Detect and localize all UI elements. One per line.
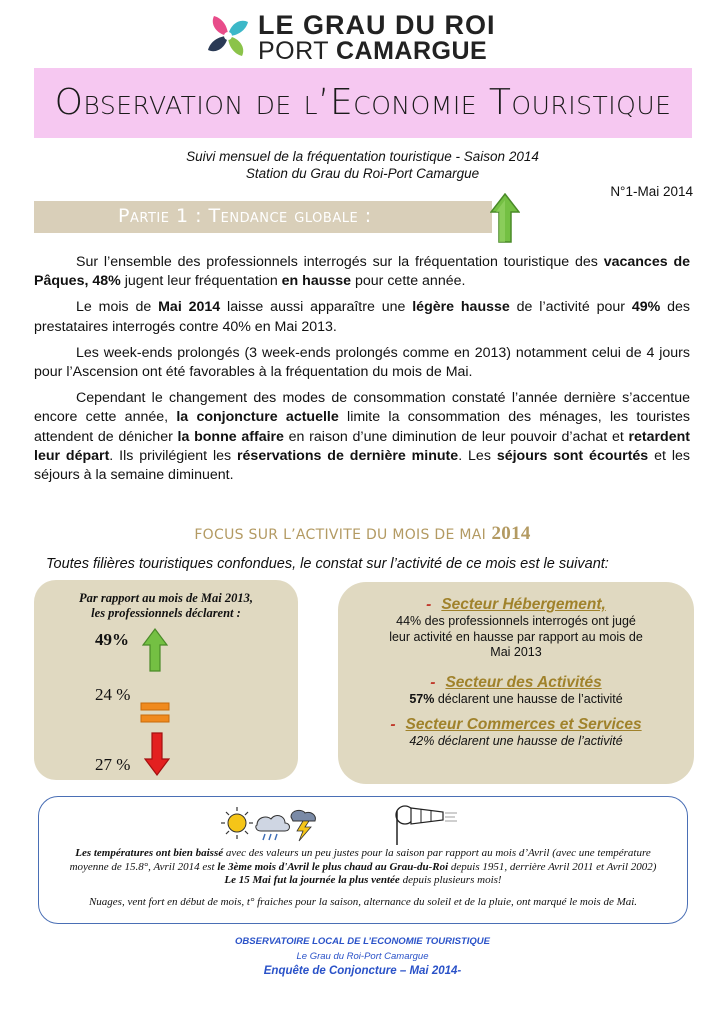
pct-stable: 24 % xyxy=(95,685,131,704)
green-up-arrow-icon xyxy=(142,628,168,672)
wind-sock-icon xyxy=(381,803,459,845)
sector-activites-text: 57% déclarent une hausse de l’activité xyxy=(409,692,623,706)
paragraph-mai: Le mois de Mai 2014 laisse aussi apparaître une légère hausse de l’activité pour 49% des prestataires interrogés contre 40% en Mai 2013. xyxy=(34,299,691,335)
red-down-arrow-icon xyxy=(144,732,170,776)
declaration-box xyxy=(34,580,298,780)
sector-commerces: - Secteur Commerces et Services 42% déclarent une hausse de l’activité xyxy=(338,716,694,750)
sectors-box xyxy=(338,582,694,784)
sector-activites-title: Secteur des Activités xyxy=(445,674,602,691)
sun-cloud-rain-storm-icon xyxy=(219,803,321,843)
weather-line1: Les températures ont bien baissé avec des valeurs un peu justes pour la saison par rapport au mois d’Avril (avec une température xyxy=(75,847,651,859)
subtitle-line1: Suivi mensuel de la fréquentation touristique - Saison 2014 xyxy=(186,149,539,164)
weather-text xyxy=(43,847,683,909)
logo xyxy=(206,10,516,65)
issue-number: N°1-Mai 2014 xyxy=(610,184,693,199)
subtitle-line2: Station du Grau du Roi-Port Camargue xyxy=(245,166,480,181)
weather-line4: Nuages, vent fort en début de mois, t° fraiches pour la saison, alternance du soleil et de la pluie, ont marqué le mois de Mai. xyxy=(88,895,638,908)
section-title: Partie 1 : Tendance globale : xyxy=(118,205,372,227)
sector-activites: - Secteur des Activités 57% déclarent une hausse de l’activité xyxy=(338,674,694,708)
sector-commerces-text: 42% déclarent une hausse de l’activité xyxy=(409,734,623,748)
weather-line3: Le 15 Mai fut la journée la plus ventée depuis plusieurs mois! xyxy=(224,874,502,886)
sector-hebergement-title: Secteur Hébergement, xyxy=(441,596,606,613)
page-title: Observation de l’Economie Touristique xyxy=(54,82,672,123)
paragraph-consommation: Cependant le changement des modes de consommation constaté l’année dernière s’accentue encore cette année, la conjoncture actuelle limite la consommation des ménages, les touristes attendent de dénicher la bonne affaire en raison d’une diminution de leur pouvoir d’achat et retardent leur départ. Ils privilégient les réservations de dernière minute. Les séjours sont écourtés et les séjours à la semaine diminuent. xyxy=(34,390,691,484)
equals-sign-icon xyxy=(140,702,170,724)
sector-commerces-title: Secteur Commerces et Services xyxy=(405,716,642,733)
sector-hebergement-text: 44% des professionnels interrogés ont jugé leur activité en hausse par rapport au mois de Mai 2013 xyxy=(389,614,643,659)
focus-heading: FOCUS SUR L’ACTIVITE DU MOIS DE MAI 2014 xyxy=(194,523,531,544)
logo-title-line2: PORT CAMARGUE xyxy=(258,37,488,65)
weather-box xyxy=(38,796,688,924)
declaration-heading: Par rapport au mois de Mai 2013, les professionnels déclarent : xyxy=(79,591,253,620)
pinwheel-logo-icon xyxy=(206,12,252,60)
pct-hausse: 49% xyxy=(95,630,129,649)
paragraph-weekends: Les week-ends prolongés (3 week-ends prolongés comme en 2013) notamment celui de 4 jours pour l’Ascension ont été favorables à la fréquentation du mois de Mai. xyxy=(34,344,690,381)
weather-line2: moyenne de 15.8°, Avril 2014 est le 3ème mois d'Avril le plus chaud au Grau-du-Roi depuis 1951, derrière Avril 2011 et Avril 2002) xyxy=(69,860,657,873)
title-banner xyxy=(34,68,692,138)
sector-hebergement: - Secteur Hébergement, 44% des professionnels interrogés ont jugé leur activité en hausse par rapport au mois de Mai 2013 xyxy=(338,596,694,661)
pct-baisse: 27 % xyxy=(95,755,131,774)
trend-up-arrow-icon xyxy=(490,193,520,243)
focus-intro: Toutes filières touristiques confondues, le constat sur l’activité de ce mois est le suivant: xyxy=(46,556,609,572)
paragraph-paques: Sur l’ensemble des professionnels interrogés sur la fréquentation touristique des vacances de Pâques, 48% jugent leur fréquentation en hausse pour cette année. xyxy=(34,254,691,290)
footer-observatoire: OBSERVATOIRE LOCAL DE L’ECONOMIE TOURISTIQUE xyxy=(235,936,490,947)
footer-enquete: Enquête de Conjoncture – Mai 2014- xyxy=(263,965,462,977)
footer-station: Le Grau du Roi-Port Camargue xyxy=(296,951,429,962)
subtitle xyxy=(0,148,725,182)
main-text xyxy=(34,253,690,492)
logo-title-line1: LE GRAU DU ROI xyxy=(258,10,496,40)
section-banner xyxy=(34,201,492,233)
